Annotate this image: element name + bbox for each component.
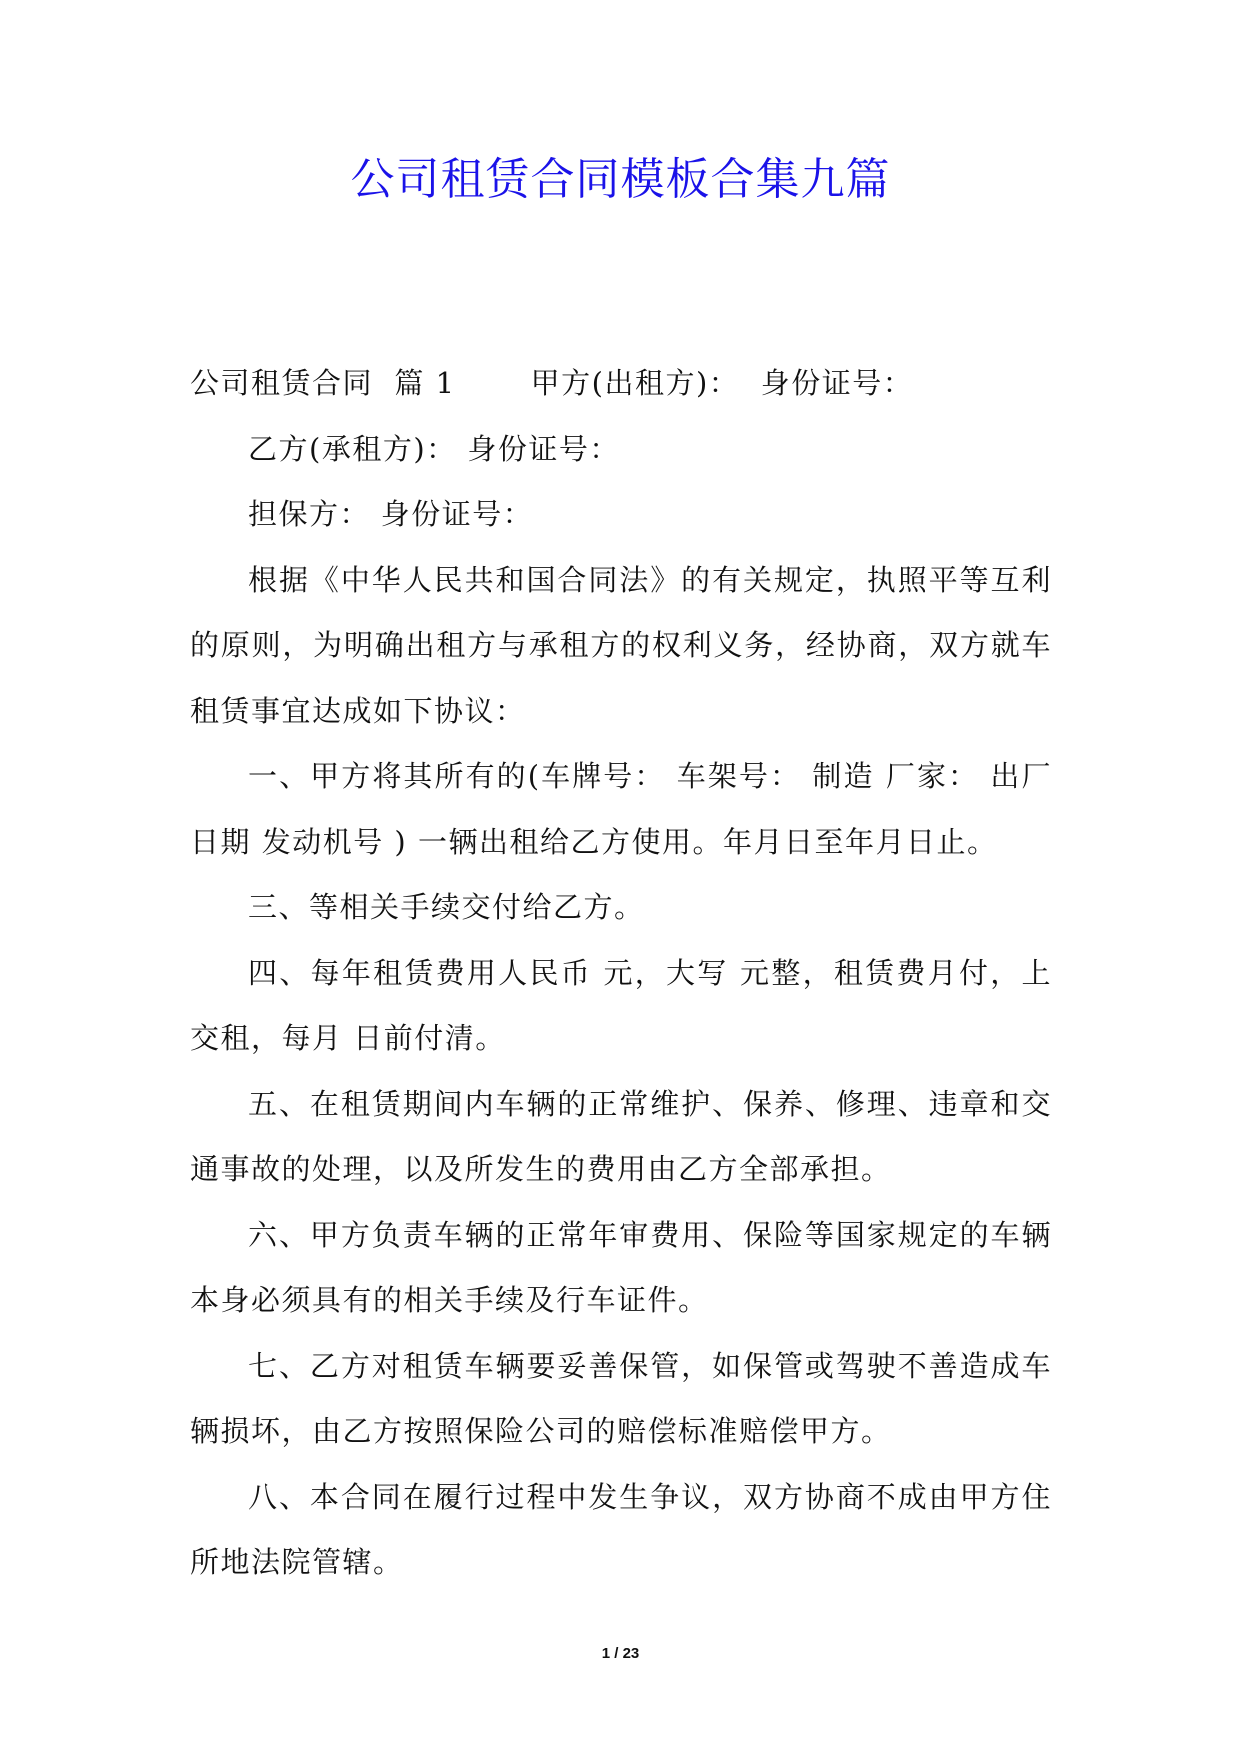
document-title: 公司租赁合同模板合集九篇 <box>350 154 891 205</box>
paragraph-guarantor: 担保方： 身份证号： <box>248 497 534 531</box>
paragraph-clause-5: 五、在租赁期间内车辆的正常维护、保养、修理、违章和交通事故的处理，以及所发生的费用由乙方全部承担。 <box>190 1086 1052 1186</box>
paragraph-clause-6: 六、甲方负责车辆的正常年审费用、保险等国家规定的车辆本身必须具有的相关手续及行车证件。 <box>190 1217 1052 1317</box>
paragraph-party-b: 乙方(承租方)： 身份证号： <box>248 431 620 466</box>
paragraph-clause-4: 四、每年租赁费用人民币 元，大写 元整，租赁费月付，上交租，每月 日前付清。 <box>190 955 1052 1055</box>
paragraph-clause-7: 七、乙方对租赁车辆要妥善保管，如保管或驾驶不善造成车辆损坏，由乙方按照保险公司的赔偿标准赔偿甲方。 <box>190 1348 1052 1448</box>
paragraph-clause-8: 八、本合同在履行过程中发生争议，双方协商不成由甲方住所地法院管辖。 <box>190 1479 1052 1579</box>
paragraph-clause-1: 一、甲方将其所有的(车牌号： 车架号： 制造 厂家： 出厂日期 发动机号 ) 一辆出租给乙方使用。年月日至年月日止。 <box>190 759 1052 859</box>
paragraph-contract-header: 公司租赁合同 篇 1 甲方(出租方)： 身份证号： <box>190 366 914 400</box>
document-body <box>190 351 1052 1596</box>
paragraph-clause-3: 三、等相关手续交付给乙方。 <box>248 890 645 924</box>
paragraph-preamble: 根据《中华人民共和国合同法》的有关规定，执照平等互利的原则，为明确出租方与承租方的权利义务，经协商，双方就车租赁事宜达成如下协议： <box>190 562 1052 728</box>
page-number: 1 / 23 <box>601 1645 640 1662</box>
